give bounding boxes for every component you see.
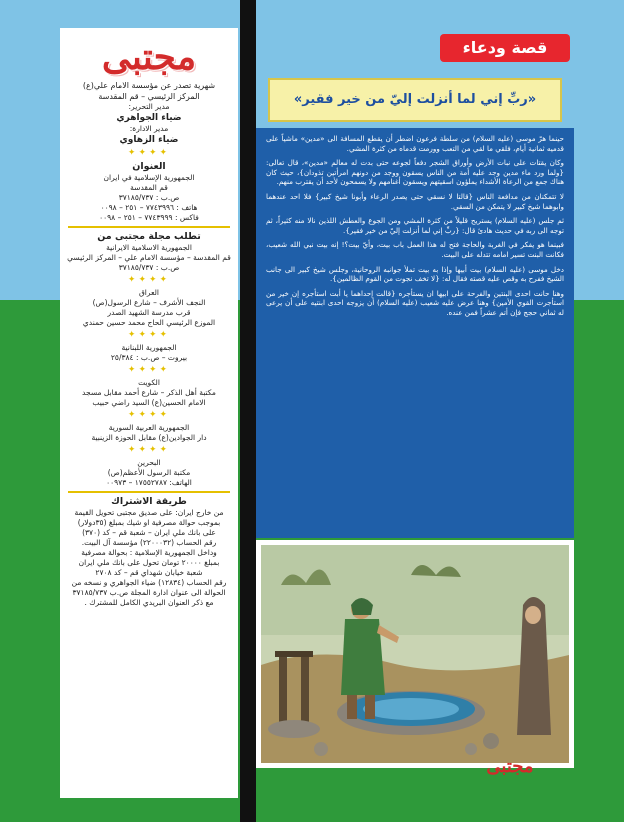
order-line: الموزع الرئيسي الحاج محمد حسين حمندي xyxy=(82,318,216,327)
editor-name: ضياء الجواهري xyxy=(116,113,182,123)
order-line: قرب مدرسة الشهيد الصدر xyxy=(107,308,191,317)
center-label: المركز الرئيسي – قم المقدسة xyxy=(98,92,200,101)
po-box: ص.ب : ٣٧١٨٥/٧٣٧ xyxy=(118,193,180,202)
magazine-tagline: شهرية تصدر عن مؤسسة الامام علي(ع) xyxy=(82,81,216,90)
address-line: الجمهورية الإسلامية في ايران xyxy=(103,173,195,182)
order-line: الكويت xyxy=(138,378,160,387)
editor-title: مدير التحرير: xyxy=(128,102,170,111)
star-divider: ✦✦✦✦ xyxy=(127,365,171,375)
order-line: الجمهورية اللبنانية xyxy=(121,343,177,352)
fax-number: فاكس : ٧٧٤٣٩٩٩ – ٢٥١ – ٠٠٩٨ xyxy=(99,213,199,222)
order-line: الجمهورية العربية السورية xyxy=(108,423,190,432)
order-line: مكتبة أهل الذكر – شارع أحمد مقابل مسجد xyxy=(82,388,216,397)
subscription-line: مع ذكر العنوان البريدي الكامل للمشترك . xyxy=(84,598,214,607)
order-line: البحرين xyxy=(137,458,161,467)
article-paragraph: وكان يقتات على نبات الأرض وأوراق الشجر دفعاً لجوعه حتى بدت له معالم «مدين»، قال تعالى: {ولما ورد ماء مدين وجد عليه أمة من الناس يسقون ووجد من دونهم امرأتين تذودان}، حيث كان هناك جمع من الرعاة الأشداء يملؤون اسقيتهم ويسقون أغنامهم ولا يسمحون لأحد أن يقترب منهم. xyxy=(266,158,564,187)
manager-title: مدير الادارة: xyxy=(129,124,169,133)
divider xyxy=(68,226,230,228)
order-line: مكتبة الرسول الأعظم(ص) xyxy=(107,468,191,477)
subscription-line: رقم الحساب (١٢٨٣٤) ضياء الجواهري و نسخه من xyxy=(71,578,227,587)
subscription-line: على بانك ملي ايران – شعبة قم – كد (٣٧٠) xyxy=(82,528,216,537)
manager-name: ضياء الزهاوي xyxy=(119,135,179,145)
order-line: النجف الأشرف – شارع الرسول(ص) xyxy=(92,298,206,307)
subscription-line: الحوالة الى عنوان ادارة المجلة ص.ب ٣٧١٨٥/٧٣٧ xyxy=(72,588,226,597)
star-divider: ✦✦✦✦ xyxy=(127,275,171,285)
star-divider: ✦✦✦✦ xyxy=(127,445,171,455)
well-illustration xyxy=(261,545,569,763)
subscription-line: وداخل الجمهورية الإسلامية : بحوالة مصرفية xyxy=(81,548,217,557)
order-line: قم المقدسة – مؤسسة الامام علي – المركز الرئيسي xyxy=(67,253,231,262)
address-line: قم المقدسة xyxy=(130,183,168,192)
page-spine xyxy=(240,0,256,822)
subscription-line: بموجب حوالة مصرفية او شيك بمبلغ (٣٥دولار) xyxy=(77,518,221,527)
article-body xyxy=(256,128,574,538)
subscription-heading: طريقة الاشتراك xyxy=(111,496,187,507)
order-heading: تطلب مجلة مجتبى من xyxy=(97,231,201,242)
order-line: دار الجوادين(ع) مقابل الحوزة الزينبية xyxy=(91,433,207,442)
order-line: الهاتف: ١٧٥٥٢٧٨٧ – ٠٠٩٧٣ xyxy=(106,478,192,487)
footer-logo: مجتبى xyxy=(486,756,534,777)
star-divider: ✦✦✦✦ xyxy=(127,410,171,420)
article-paragraph: دخل موسى (عليه السلام) بيت أبيها وإذا به بيت تملأ جوانبه الروحانية، وجلس شيخ كبير الى جانب الشيخ ففرح به وقص عليه قصته فقال له: {لا تخف نجوت من القوم الظالمين}. xyxy=(266,264,564,284)
phone-number: هاتف : ٧٧٤٣٩٩٦ – ٢٥١ – ٠٠٩٨ xyxy=(100,203,198,212)
subscription-line: من خارج ايران: على صديق مجتبى تحويل القيمة xyxy=(74,508,224,517)
address-heading: العنوان xyxy=(132,161,166,172)
article-paragraph: فبينما هو يفكر في الغربة والحاجة فتح له هذا العمل باب بيت، وأيّ بيت؟! إنه بيت نبي الله شعيب، فكانت البنت تسير امامه تتدله على البيت. xyxy=(266,240,564,259)
subscription-line: رقم الحساب (٢٢٠٠٠٣٢) مؤسسة آل البيت. xyxy=(81,538,217,547)
article-paragraph: لا تتمكنان من مدافعة الناس {قالتا لا نسقي حتى يصدر الرعاء وأبونا شيخ كبير} فلا احد عندهما وابوهما شيخ كبير لا يتمكن من السقي. xyxy=(266,191,564,211)
article-headline: «ربِّ إني لما أنزلت إليّ من خير فقير» xyxy=(268,78,562,122)
subscription-line: شعبة خيابان شهداي قم – كد ٢٧٠٨ xyxy=(95,568,203,577)
order-line: الجمهورية الاسلامية الايرانية xyxy=(106,243,192,252)
article-paragraph: حينما هرّ موسى (عليه السلام) من سلطة فرعون اضطر أن يقطع المسافة الى «مدين» ماشياً على قدميه ثمانية أيام، فلقي ما لقي من التعب وورمت قدماه من كثرة المشي. xyxy=(266,134,564,153)
divider xyxy=(68,491,230,493)
star-divider: ✦✦✦✦ xyxy=(127,148,171,158)
order-line: بيروت – ص.ب : ٢٥/٣٨٤ xyxy=(110,353,188,362)
section-title: قصة ودعاء xyxy=(440,34,570,62)
subscription-line: بمبلغ ٢٠٠٠٠ تومان تحول على بانك ملي ايران xyxy=(78,558,220,567)
masthead-column xyxy=(60,28,238,798)
article-paragraph: ثم جلس (عليه السلام) يستريح قليلاً من كثرة المشي ومن الجوع والعطش اللذين نالا منه كثيراً، ثم توجه الى ربه في حديث هادئ قال: {ربِّ إني لما أنزلت إليّ من خير فقير}. xyxy=(266,216,564,235)
order-line: العراق xyxy=(138,288,160,297)
star-divider: ✦✦✦✦ xyxy=(127,330,171,340)
order-line: ص.ب : ٣٧١٨٥/٧٣٧ xyxy=(118,263,180,272)
order-line: الامام الحسين(ع) السيد راضي حبيب xyxy=(92,398,206,407)
magazine-logo: مجتبى xyxy=(101,36,197,78)
article-paragraph: وهنا حانت احدى البنتين والفرحة على ابيها ان يستأجره {قالت إحداهما يا أبت استأجره إن خير من استأجرت القوي الأمين} وهنا عرض عليه شعيب (عليه السلام) أن يزوجه احدى ابنتيه على أن يرعى له ثماني حجج فإن أتم عشراً فمن عنده. xyxy=(266,288,564,317)
